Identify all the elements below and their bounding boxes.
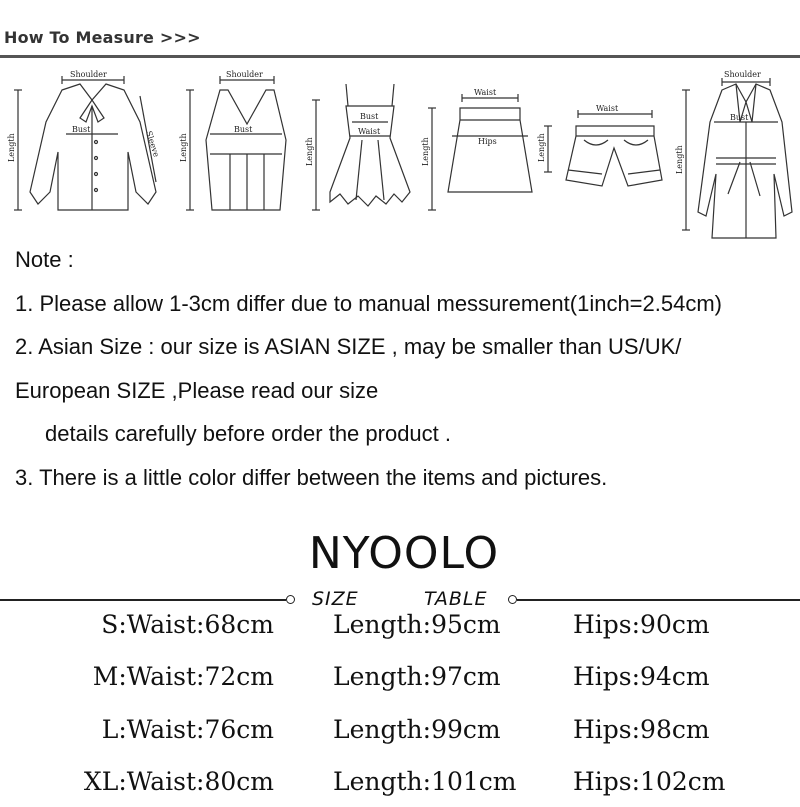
size-table-divider — [0, 588, 800, 612]
size-length-cell: Length:97cm — [333, 662, 501, 691]
dress-bust-label: Bust — [360, 112, 379, 121]
size-row — [0, 767, 800, 807]
header-rule — [0, 55, 800, 58]
how-to-measure-header — [0, 24, 800, 60]
divider-circle-right-icon — [508, 595, 517, 604]
divider-circle-left-icon — [286, 595, 295, 604]
size-hips-cell: Hips:94cm — [573, 662, 710, 691]
blouse-sleeve-label: Sleeve — [144, 129, 161, 159]
blouse-drawing — [14, 76, 156, 210]
brand-title — [0, 528, 800, 579]
size-waist-cell: L:Waist:76cm — [101, 715, 274, 744]
dress-waist-label: Waist — [358, 127, 381, 136]
divider-line-left — [0, 599, 286, 601]
divider-label-size: SIZE — [312, 588, 359, 610]
garment-drawings — [0, 62, 800, 242]
blouse-length-label: Length — [7, 133, 16, 162]
size-waist-cell: M:Waist:72cm — [92, 662, 274, 691]
skirt-hips-label: Hips — [478, 137, 497, 146]
tank-length-label: Length — [179, 133, 188, 162]
skirt-drawing — [428, 94, 532, 210]
size-hips-cell: Hips:90cm — [573, 610, 710, 639]
notes-heading: Note : — [15, 247, 74, 272]
note-line-2c: details carefully before order the product . — [45, 421, 452, 446]
tank-shoulder-label: Shoulder — [226, 70, 263, 79]
tank-top-drawing — [186, 76, 286, 210]
coat-drawing — [682, 78, 792, 238]
shorts-waist-label: Waist — [596, 104, 619, 113]
blouse-shoulder-label: Shoulder — [70, 70, 107, 79]
coat-shoulder-label: Shoulder — [724, 70, 761, 79]
dress-drawing — [312, 84, 410, 210]
blouse-bust-label: Bust — [72, 125, 91, 134]
skirt-waist-label: Waist — [474, 88, 497, 97]
size-length-cell: Length:101cm — [333, 767, 517, 796]
note-line-3: 3. There is a little color differ between the items and pictures. — [15, 464, 608, 490]
note-line-2a: 2. Asian Size : our size is ASIAN SIZE , may be smaller than US/UK/ — [15, 334, 682, 359]
shorts-drawing — [544, 110, 662, 186]
header-title: How To Measure >>> — [4, 28, 201, 47]
size-hips-cell: Hips:98cm — [573, 715, 710, 744]
coat-bust-label: Bust — [730, 113, 749, 122]
size-row — [0, 610, 800, 650]
size-length-cell: Length:95cm — [333, 610, 501, 639]
note-line-1: 1. Please allow 1-3cm differ due to manual messurement(1inch=2.54cm) — [15, 290, 722, 316]
size-waist-cell: S:Waist:68cm — [101, 610, 274, 639]
size-row — [0, 715, 800, 755]
measurement-illustrations — [0, 62, 800, 242]
skirt-length-label: Length — [421, 137, 430, 166]
divider-label-table: TABLE — [424, 588, 488, 610]
notes-section — [15, 238, 800, 499]
divider-line-right — [517, 599, 800, 601]
dress-length-label: Length — [305, 137, 314, 166]
tank-bust-label: Bust — [234, 125, 253, 134]
coat-length-label: Length — [675, 145, 684, 174]
note-line-2b: European SIZE ,Please read our size — [15, 377, 379, 403]
size-hips-cell: Hips:102cm — [573, 767, 726, 796]
size-waist-cell: XL:Waist:80cm — [83, 767, 274, 796]
size-length-cell: Length:99cm — [333, 715, 501, 744]
shorts-length-label: Length — [537, 133, 546, 162]
brand-name: NYOOLO — [308, 528, 500, 579]
size-row — [0, 662, 800, 702]
